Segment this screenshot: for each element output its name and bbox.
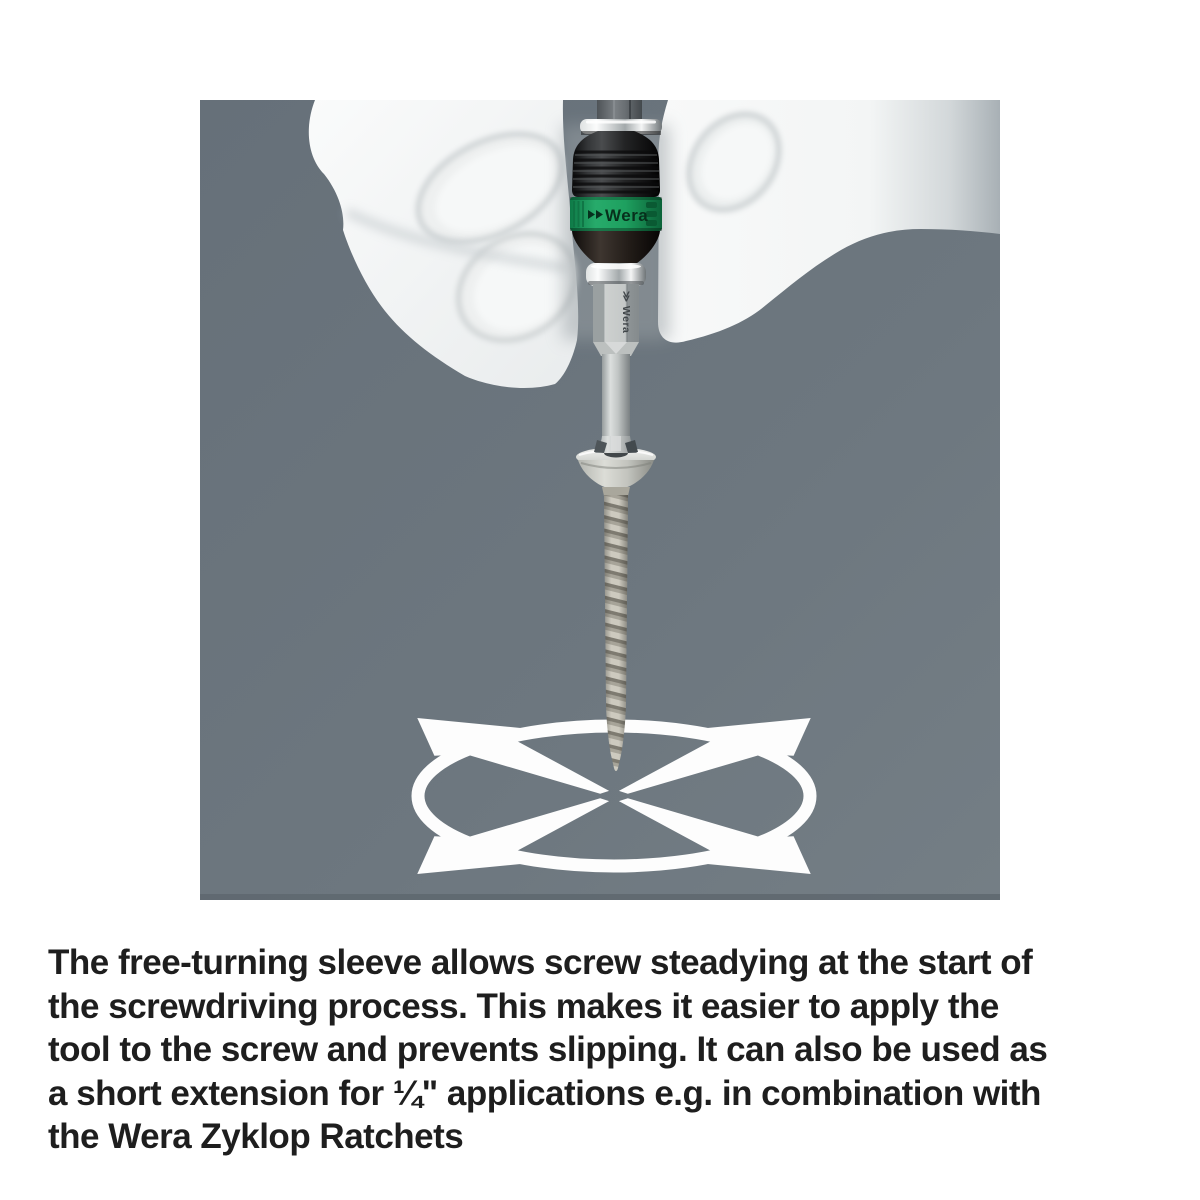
bit-shaft [602,354,630,438]
wera-band [570,197,662,231]
description-line: The free-turning sleeve allows screw steadying at the start of [48,943,1033,982]
chuck-barrel [572,131,660,197]
image-bottom-edge [200,894,1000,900]
bit-hex-shank [593,284,639,356]
wera-shank-label: ≫ Wera [620,291,632,334]
description-line: the screwdriving process. This makes it easier to apply the [48,986,999,1026]
description-line: the Wera Zyklop Ratchets [48,1117,464,1156]
description-line: a short extension for ¼" applications e.g. in combination with [48,1073,1041,1113]
description-line: tool to the screw and prevents slipping. It can also be used as [48,1030,1048,1069]
wera-band-label: Wera [605,206,649,225]
bit-collar [586,263,646,286]
product-image [200,100,1000,900]
product-description [48,941,1047,1159]
